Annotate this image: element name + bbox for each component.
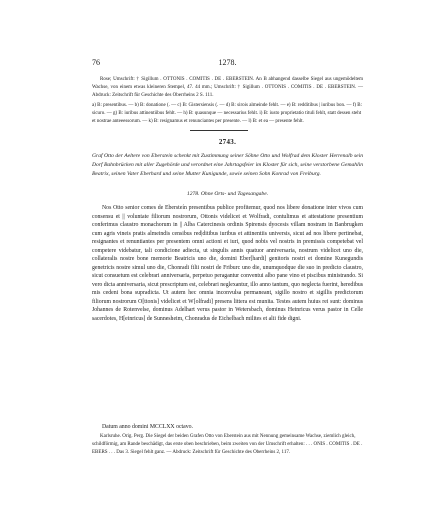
regest xyxy=(92,152,363,179)
page-header xyxy=(92,58,363,70)
document-number: 2743. xyxy=(218,138,237,146)
datum-line xyxy=(102,423,363,432)
page-number: 76 xyxy=(92,58,100,67)
document-body xyxy=(92,204,363,323)
apparatus xyxy=(92,433,363,457)
previous-document-tail xyxy=(92,76,363,101)
section-divider xyxy=(190,130,248,131)
body-text: Nos Otto senior comes de Ebersteín presentibus publice profitemur, quod nos libere donatione inter vivos cum consensu et || voluntate filiorum nostrorum, Ottonis videlicet et Wolfradi, contulimus et attestatione presentium conferimus claustro monachorum in || Alba Catercinesis ordinis Spirensis dyocesis villam nostram in Banbrugken cum agris vineis pratis almeindis censibus red|ditibus iuribus et attinentiis universis, sicut ad nos libere pertinebat, resignantes et renuntiantes per presentem omni actioni et iuri, quod nobis vel nostris in premissis competebat vel competere videbatur, tali condicione adiecta, ut singulis annis quatuor anniversaria, nostrum videlicet uno die, collateralis nostre bone memorie Beatricis uno die, domini Eber[hardi] genitoris nostri et domine Kunegundis genetricis nostre simul uno die, Chonradi filii nostri de Friburc uno die, unumquodque die suo in predicto claustro, sicut consuetum est celebrari anniversaria, perpetuo peragantur conventui albo pane vino et piscibus ministrando. Si vero dicta anniversaria, sicut prescriptum est, celebrari neglexantur, illo anno tantum, quo neglecta fuerint, heredibus mis cedeni bona supradicta. Ut autem hec omnia inconvulsa permaneant, sigillo nostro et sigillis predictorum filiorum nostrorum O[ttonis] videlicet et W[olfradi] presens littera est munita. Testes autem huius rei sunt: dominus Johannes de Rotenvelse, dominus Adelhart verus pastor in Wetersbach, dominus Heinricus verus pastor in Celle sacerdotes, H[einricus] de Sunnesheim, Chonradus de Eichelbach milites et alii fide digni. xyxy=(92,205,363,322)
date-line-text: 1278. Ohne Orts- und Tagesangabe. xyxy=(186,191,269,197)
datum-text: Datum anno domini MCCLXX octavo. xyxy=(102,424,193,430)
running-year: 1278. xyxy=(218,58,237,67)
previous-footnotes xyxy=(92,102,363,126)
date-line xyxy=(92,191,363,197)
document-number-row xyxy=(92,138,363,148)
footnote-list: a) B: presentibus. — b) B: donatione (. — c) B: Gistersiensis (. — d) B: sirois almeinde fehlt. — e) B: redditibus | iuribus bon. — f) B: sicuro. — g) B: iuribus attinentiibus fehlt. — h) B: quasunque — necessarius fehlt. i) B: iusto proprietatio tituli fehlt, statt dessen steht et nostrae anteeessorum. — k) B: resignamus et renunciantes per presente. — l) B: et ea — presente fehlt. xyxy=(92,103,362,124)
regest-text: Graf Otto der Aeltere von Eberstein schenkt mit Zustimmung seiner Söhne Otto und Wolfrad dem Kloster Herrenalb sein Dorf Bahnbrücken mit aller Zugehörde und verordnet eine Jahrtagsfeier im Kloster für sich, seine verstorbene Gemahlin Beatrix, seinen Vater Eberhard und seine Mutter Kunigunde, sowie seinen Sohn Konrad von Freiburg. xyxy=(92,153,363,177)
previous-seal-description: Rose; Umschrift: † Sigillum . OTTONIS . COMITIS . DE . EBERSTEIN. An B abhangend dasselbe Siegel aus ungemödeltem Wachse, von einem etwas kleineren Stempel, 47. 44 mm.; Umschrift: † Sigillum . OTTONIS . COMITIS . DE . EBERSTEIN. — Abdruck: Zeitschrift für Geschichte des Oberrheins 2 S. 111. xyxy=(92,77,363,99)
apparatus-text: Karlsruhe. Orig. Perg. Die Siegel der beiden Grafen Otto von Eberstein aus mit Nennung gemeinsame Wachse, ziemlich gleich, schildförmig, am Rande beschädigt, das erste oben beschrieben, beim zweiten von der Umschrift erhalten: . . . ONIS . COMITIS . DE . EBERS . . . Das 3. Siegel fehlt ganz. — Abdruck: Zeitschrift für Geschichte des Oberrheins 2, 117. xyxy=(92,434,363,455)
